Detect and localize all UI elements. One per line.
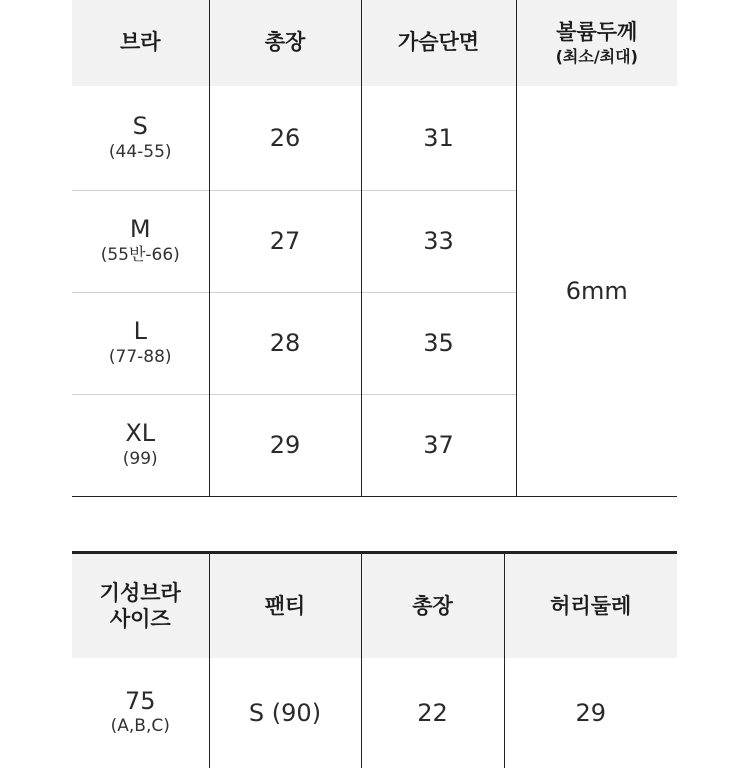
header-bra: 브라 — [72, 0, 209, 86]
header-chest-width: 가슴단면 — [361, 0, 516, 86]
size-range: (44-55) — [108, 141, 172, 162]
length-cell: 27 — [209, 190, 361, 292]
chest-cell: 37 — [361, 394, 516, 496]
size-label: XL — [125, 419, 156, 448]
header-ready-made-bra-size — [72, 553, 209, 658]
length-cell: 22 — [361, 658, 504, 768]
bra-size-label: 75 — [124, 686, 156, 715]
bra-size-table — [72, 0, 677, 497]
size-range: (77-88) — [108, 346, 172, 367]
waist-cell: 29 — [504, 658, 677, 768]
size-cell — [72, 86, 209, 190]
panty-cell: S (90) — [209, 658, 361, 768]
table-row — [72, 86, 677, 190]
length-cell: 29 — [209, 394, 361, 496]
size-cell — [72, 394, 209, 496]
header-total-length: 총장 — [361, 553, 504, 658]
size-range: (99) — [122, 448, 158, 469]
size-cell — [72, 292, 209, 394]
header-waist: 허리둘레 — [504, 553, 677, 658]
header-ready-made-bra-size-line2: 사이즈 — [109, 606, 171, 631]
set-table-header-row — [72, 553, 677, 658]
chest-cell: 33 — [361, 190, 516, 292]
bra-size-cell — [72, 658, 209, 768]
length-cell: 28 — [209, 292, 361, 394]
size-label: S — [132, 111, 148, 140]
header-ready-made-bra-size-line1: 기성브라 — [99, 580, 181, 605]
header-total-length: 총장 — [209, 0, 361, 86]
length-cell: 26 — [209, 86, 361, 190]
size-cell — [72, 190, 209, 292]
chest-cell: 35 — [361, 292, 516, 394]
volume-thickness-cell: 6mm — [516, 86, 677, 496]
header-panty: 팬티 — [209, 553, 361, 658]
cup-range: (A,B,C) — [110, 716, 170, 737]
header-volume-thickness — [516, 0, 677, 86]
set-size-table — [72, 551, 677, 768]
chest-cell: 31 — [361, 86, 516, 190]
header-volume-thickness-main: 볼륨두께 — [556, 19, 638, 44]
bra-table-header-row — [72, 0, 677, 86]
header-volume-thickness-sub: (최소/최대) — [555, 47, 638, 66]
size-label: M — [129, 215, 151, 244]
size-range: (55반-66) — [100, 244, 180, 265]
size-label: L — [133, 317, 147, 346]
table-row — [72, 658, 677, 768]
